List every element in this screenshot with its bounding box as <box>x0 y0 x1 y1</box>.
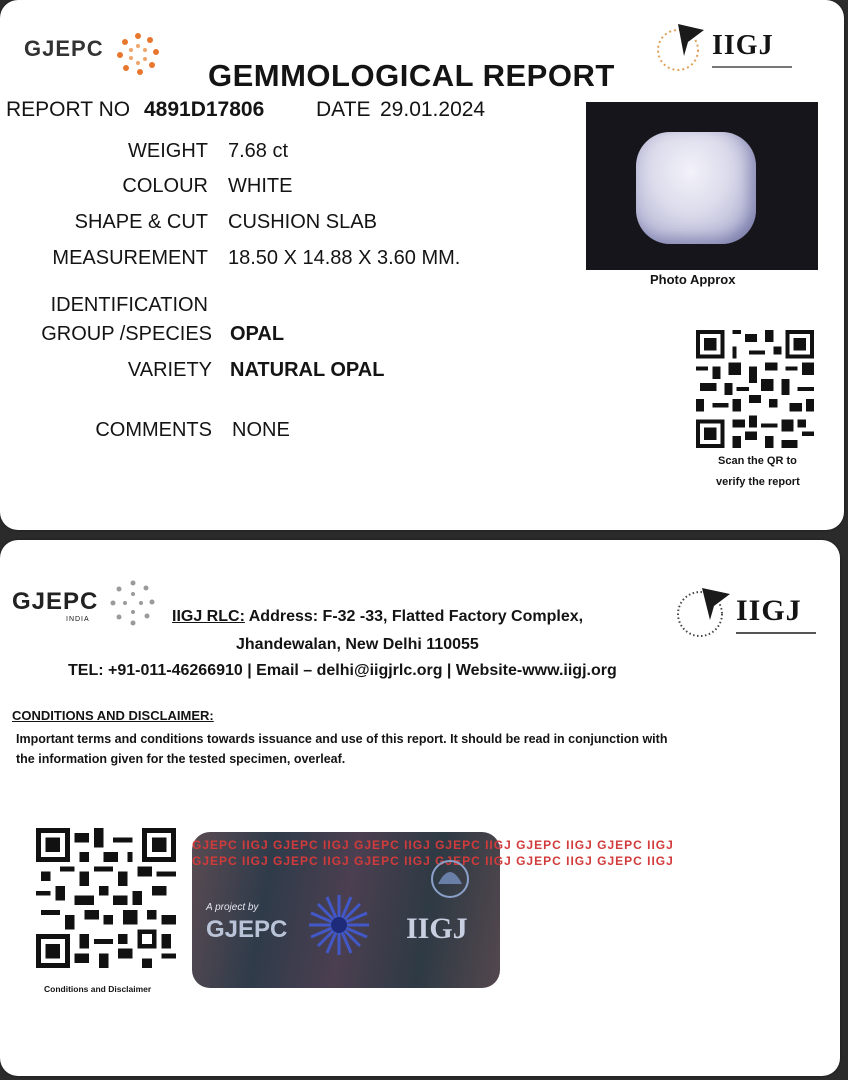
iigj-emblem-icon <box>648 20 708 76</box>
security-hologram <box>192 832 674 988</box>
address-prefix: IIGJ RLC: <box>172 608 245 625</box>
address-text: Address: F-32 -33, Flatted Factory Complex, <box>248 608 584 625</box>
identification-label: IDENTIFICATION <box>50 294 208 316</box>
iigj-logo-text-back: IIGJ <box>736 594 802 627</box>
comments-label: COMMENTS <box>95 419 212 441</box>
hologram-sunburst-icon <box>304 890 374 960</box>
iigj-logo-underline <box>712 66 792 68</box>
date-value: 29.01.2024 <box>380 98 486 121</box>
measurement-value: 18.50 X 14.88 X 3.60 MM. <box>228 247 461 269</box>
report-title: GEMMOLOGICAL REPORT <box>208 58 615 93</box>
qr-code-icon <box>696 330 814 448</box>
hologram-band-1: GJEPC IIGJ GJEPC IIGJ GJEPC IIGJ GJEPC IIGJ GJEPC IIGJ GJEPC IIGJ <box>192 838 674 852</box>
report-front-card <box>0 0 844 530</box>
variety-value: NATURAL OPAL <box>230 359 385 381</box>
weight-value: 7.68 ct <box>228 140 289 162</box>
contact-line: TEL: +91-011-46266910 | Email – delhi@iigjrlc.org | Website-www.iigj.org <box>68 662 617 679</box>
conditions-text-line1: Important terms and conditions towards issuance and use of this report. It should be read in conjunction with <box>16 732 668 746</box>
gjepc-emblem-icon <box>114 30 162 78</box>
opal-gem-image <box>636 132 756 244</box>
shape-cut-label: SHAPE & CUT <box>74 211 208 233</box>
gjepc-logo-sub: INDIA <box>66 616 90 623</box>
conditions-heading: CONDITIONS AND DISCLAIMER: <box>12 708 214 723</box>
gjepc-logo-text: GJEPC <box>24 36 104 61</box>
hologram-iigj-text: IIGJ <box>406 912 468 945</box>
group-species-value: OPAL <box>230 323 285 345</box>
report-no-label: REPORT NO <box>6 98 131 121</box>
address-line2: Jhandewalan, New Delhi 110055 <box>236 636 479 653</box>
shape-cut-value: CUSHION SLAB <box>228 211 377 233</box>
photo-caption: Photo Approx <box>650 272 736 287</box>
verify-qr-code[interactable] <box>696 330 814 448</box>
iigj-logo-underline-back <box>736 632 816 634</box>
gjepc-emblem-back-icon <box>108 578 158 628</box>
variety-label: VARIETY <box>127 359 212 381</box>
conditions-qr-code[interactable] <box>36 828 176 968</box>
qr-caption-line2: verify the report <box>716 476 800 488</box>
hologram-band-2: GJEPC IIGJ GJEPC IIGJ GJEPC IIGJ GJEPC IIGJ GJEPC IIGJ GJEPC IIGJ <box>192 854 674 868</box>
iigj-logo-text: IIGJ <box>712 30 774 61</box>
address-line1 <box>172 608 583 626</box>
qr-caption-line1: Scan the QR to <box>718 455 797 467</box>
date-label: DATE <box>316 98 371 121</box>
gjepc-logo-text-back: GJEPC <box>12 588 99 615</box>
qr-code-back-icon <box>36 828 176 968</box>
conditions-qr-caption: Conditions and Disclaimer <box>44 984 152 994</box>
report-back-card <box>0 540 840 1076</box>
measurement-label: MEASUREMENT <box>52 247 208 269</box>
gem-photo <box>586 102 818 270</box>
hologram-gjepc-text: GJEPC <box>206 916 288 943</box>
hologram-project-text: A project by <box>206 902 259 913</box>
gjepc-logo <box>24 36 104 62</box>
colour-value: WHITE <box>228 175 293 197</box>
weight-label: WEIGHT <box>128 140 208 162</box>
conditions-text-line2: the information given for the tested specimen, overleaf. <box>16 752 346 766</box>
comments-value: NONE <box>232 419 290 441</box>
hologram-crest-icon <box>420 854 480 904</box>
colour-label: COLOUR <box>122 175 208 197</box>
group-species-label: GROUP /SPECIES <box>41 323 212 345</box>
report-no-value: 4891D17806 <box>144 98 265 121</box>
iigj-emblem-back-icon <box>672 582 732 642</box>
